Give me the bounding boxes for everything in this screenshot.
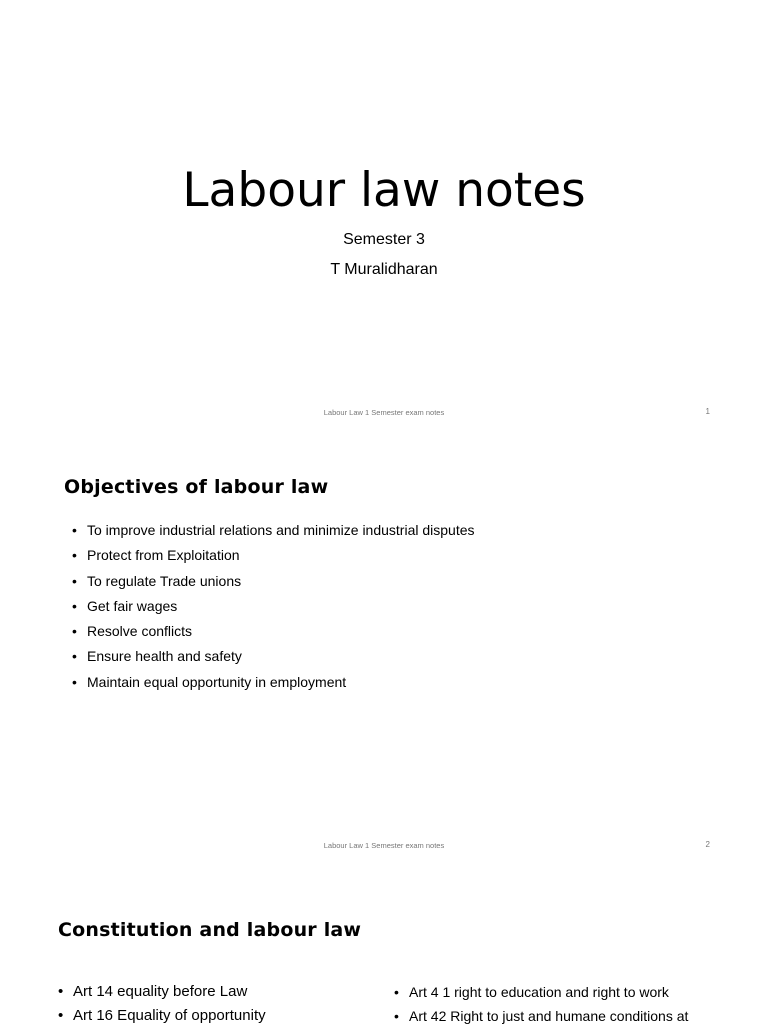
slide-footer: Labour Law 1 Semester exam notes [323, 408, 445, 417]
constitution-left-list [58, 982, 378, 1024]
list-item: • Get fair wages [72, 596, 475, 621]
page-number: 1 [705, 407, 710, 416]
list-item: • Art 42 Right to just and humane conditions at [394, 1006, 754, 1024]
list-item: • Ensure health and safety [72, 646, 475, 671]
author-name: T Muralidharan [330, 261, 438, 278]
constitution-right-list [394, 982, 754, 1024]
list-item: • Art 16 Equality of opportunity [58, 1006, 378, 1024]
slide-heading: Objectives of labour law [64, 476, 329, 498]
slide-1 [0, 0, 768, 432]
slide-2 [0, 432, 768, 865]
list-item: • Art 14 equality before Law [58, 982, 378, 1006]
objectives-list [72, 520, 475, 697]
semester-label: Semester 3 [343, 231, 425, 248]
list-item: • To regulate Trade unions [72, 571, 475, 596]
list-item: • To improve industrial relations and minimize industrial disputes [72, 520, 475, 545]
slide-footer: Labour Law 1 Semester exam notes [323, 841, 445, 850]
page-number: 2 [705, 840, 710, 849]
slide-heading: Constitution and labour law [58, 919, 362, 941]
slide-3 [0, 865, 768, 1024]
list-item: • Art 4 1 right to education and right to work [394, 982, 754, 1006]
list-item: • Resolve conflicts [72, 621, 475, 646]
document-title: Labour law notes [182, 163, 586, 218]
list-item: • Protect from Exploitation [72, 545, 475, 570]
list-item: • Maintain equal opportunity in employment [72, 672, 475, 697]
